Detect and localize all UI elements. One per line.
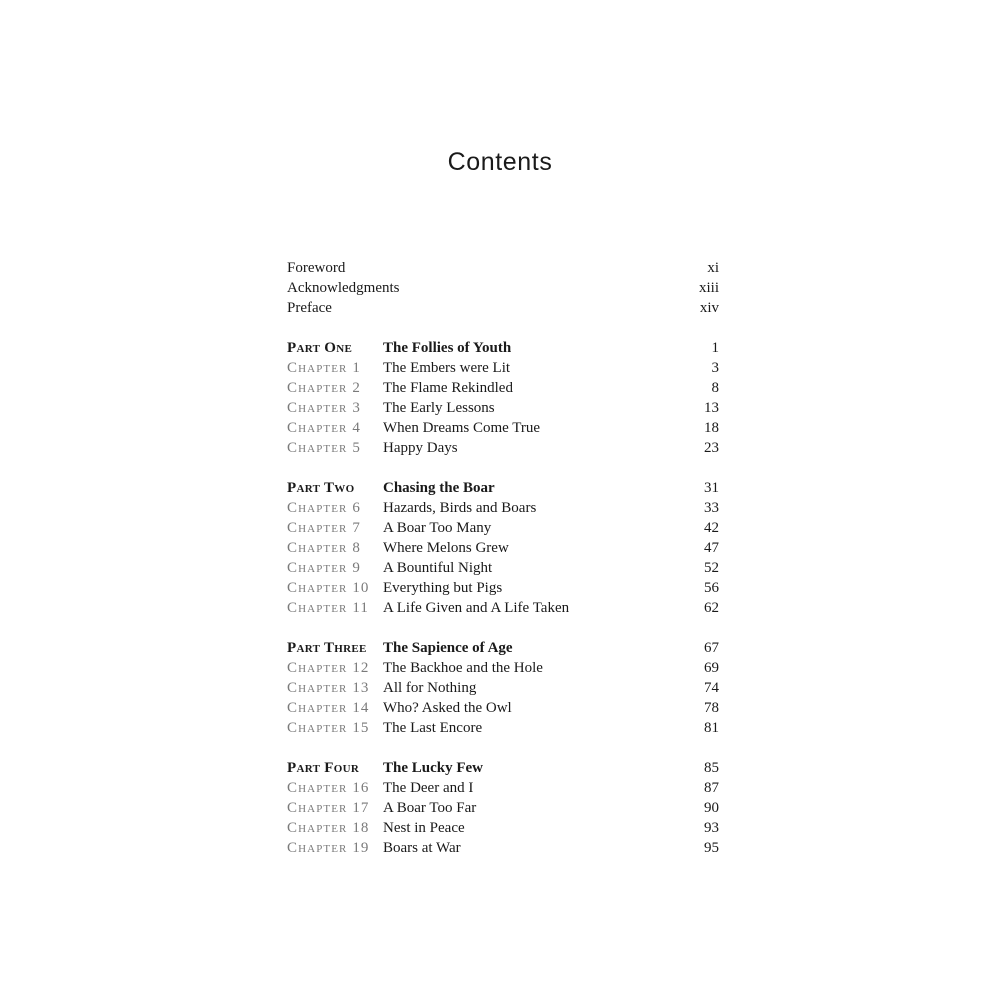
entry-page: 3 (711, 360, 719, 376)
entry-name: Happy Days (383, 440, 458, 456)
toc-chapter-row[interactable] (287, 818, 719, 838)
toc-chapter-row[interactable] (287, 438, 719, 458)
section-gap (287, 738, 719, 758)
entry-page: 23 (704, 440, 719, 456)
entry-name: Boars at War (383, 840, 461, 856)
entry-name: Foreword (287, 260, 346, 276)
entry-name: Chasing the Boar (383, 480, 495, 496)
toc-part-row[interactable] (287, 338, 719, 358)
toc-chapter-row[interactable] (287, 798, 719, 818)
part-section (287, 478, 719, 618)
entry-page: 93 (704, 820, 719, 836)
toc-chapter-row[interactable] (287, 598, 719, 618)
entry-label: Part Two (287, 480, 355, 496)
entry-page: 42 (704, 520, 719, 536)
toc-chapter-row[interactable] (287, 378, 719, 398)
toc-chapter-row[interactable] (287, 558, 719, 578)
entry-name: The Backhoe and the Hole (383, 660, 543, 676)
entry-page: 13 (704, 400, 719, 416)
entry-name: The Flame Rekindled (383, 380, 513, 396)
parts-list (287, 318, 719, 858)
entry-page: 81 (704, 720, 719, 736)
entry-name: The Lucky Few (383, 760, 484, 776)
toc-chapter-row[interactable] (287, 838, 719, 858)
table-of-contents (287, 258, 719, 858)
toc-chapter-row[interactable] (287, 678, 719, 698)
entry-name: Where Melons Grew (383, 540, 509, 556)
toc-chapter-row[interactable] (287, 358, 719, 378)
entry-page: 56 (704, 580, 719, 596)
entry-label: Part Four (287, 760, 360, 776)
entry-page: 67 (704, 640, 719, 656)
entry-page: xiv (699, 300, 719, 316)
entry-name: All for Nothing (383, 680, 477, 696)
entry-label: Chapter 10 (287, 580, 370, 596)
section-gap (287, 618, 719, 638)
entry-label: Part Three (287, 640, 367, 656)
entry-label: Chapter 12 (287, 660, 370, 676)
entry-page: 18 (704, 420, 719, 436)
entry-label: Chapter 16 (287, 780, 370, 796)
entry-page: 78 (704, 700, 719, 716)
part-section (287, 638, 719, 738)
entry-name: Nest in Peace (383, 820, 465, 836)
entry-name: A Boar Too Far (383, 800, 477, 816)
entry-label: Chapter 15 (287, 720, 370, 736)
part-section (287, 758, 719, 858)
toc-part-row[interactable] (287, 638, 719, 658)
entry-page: 31 (704, 480, 719, 496)
toc-part-row[interactable] (287, 478, 719, 498)
entry-name: The Early Lessons (383, 400, 495, 416)
toc-chapter-row[interactable] (287, 718, 719, 738)
toc-chapter-row[interactable] (287, 498, 719, 518)
entry-name: Everything but Pigs (383, 580, 503, 596)
toc-chapter-row[interactable] (287, 578, 719, 598)
entry-label: Chapter 18 (287, 820, 370, 836)
entry-name: A Boar Too Many (383, 520, 492, 536)
entry-name: The Embers were Lit (383, 360, 511, 376)
entry-page: 33 (704, 500, 719, 516)
toc-chapter-row[interactable] (287, 778, 719, 798)
entry-page: 52 (704, 560, 719, 576)
entry-label: Chapter 19 (287, 840, 370, 856)
entry-page: 8 (711, 380, 719, 396)
entry-label: Part One (287, 340, 353, 356)
entry-page: 85 (704, 760, 719, 776)
toc-front-row[interactable] (287, 258, 719, 278)
section-gap (287, 318, 719, 338)
entry-label: Chapter 6 (287, 500, 361, 516)
entry-label: Chapter 3 (287, 400, 361, 416)
entry-name: When Dreams Come True (383, 420, 541, 436)
entry-page: 90 (704, 800, 719, 816)
toc-chapter-row[interactable] (287, 658, 719, 678)
toc-chapter-row[interactable] (287, 698, 719, 718)
entry-label: Chapter 5 (287, 440, 361, 456)
entry-label: Chapter 17 (287, 800, 370, 816)
entry-name: Hazards, Birds and Boars (383, 500, 537, 516)
entry-page: 1 (711, 340, 719, 356)
entry-page: 95 (704, 840, 719, 856)
entry-page: 74 (704, 680, 719, 696)
part-section (287, 338, 719, 458)
entry-name: The Last Encore (383, 720, 483, 736)
entry-name: Acknowledgments (287, 280, 400, 296)
entry-label: Chapter 7 (287, 520, 361, 536)
toc-chapter-row[interactable] (287, 418, 719, 438)
entry-page: 69 (704, 660, 719, 676)
entry-name: The Deer and I (383, 780, 474, 796)
entry-page: xi (707, 260, 719, 276)
entry-page: 87 (704, 780, 719, 796)
toc-front-row[interactable] (287, 298, 719, 318)
entry-label: Chapter 8 (287, 540, 361, 556)
entry-label: Chapter 4 (287, 420, 361, 436)
toc-front-row[interactable] (287, 278, 719, 298)
entry-label: Chapter 9 (287, 560, 361, 576)
entry-page: 62 (704, 600, 719, 616)
entry-label: Chapter 1 (287, 360, 361, 376)
toc-part-row[interactable] (287, 758, 719, 778)
page-title: Contents (447, 148, 553, 176)
entry-name: Preface (287, 300, 332, 316)
entry-name: The Sapience of Age (383, 640, 513, 656)
toc-chapter-row[interactable] (287, 538, 719, 558)
entry-name: The Follies of Youth (383, 340, 512, 356)
section-gap (287, 458, 719, 478)
entry-page: 47 (704, 540, 719, 556)
entry-name: A Life Given and A Life Taken (383, 600, 570, 616)
entry-name: Who? Asked the Owl (383, 700, 512, 716)
entry-label: Chapter 2 (287, 380, 361, 396)
toc-chapter-row[interactable] (287, 398, 719, 418)
entry-label: Chapter 13 (287, 680, 370, 696)
entry-page: xiii (698, 280, 719, 296)
entry-name: A Bountiful Night (383, 560, 493, 576)
front-matter (287, 258, 719, 318)
entry-label: Chapter 14 (287, 700, 370, 716)
entry-label: Chapter 11 (287, 600, 369, 616)
toc-chapter-row[interactable] (287, 518, 719, 538)
